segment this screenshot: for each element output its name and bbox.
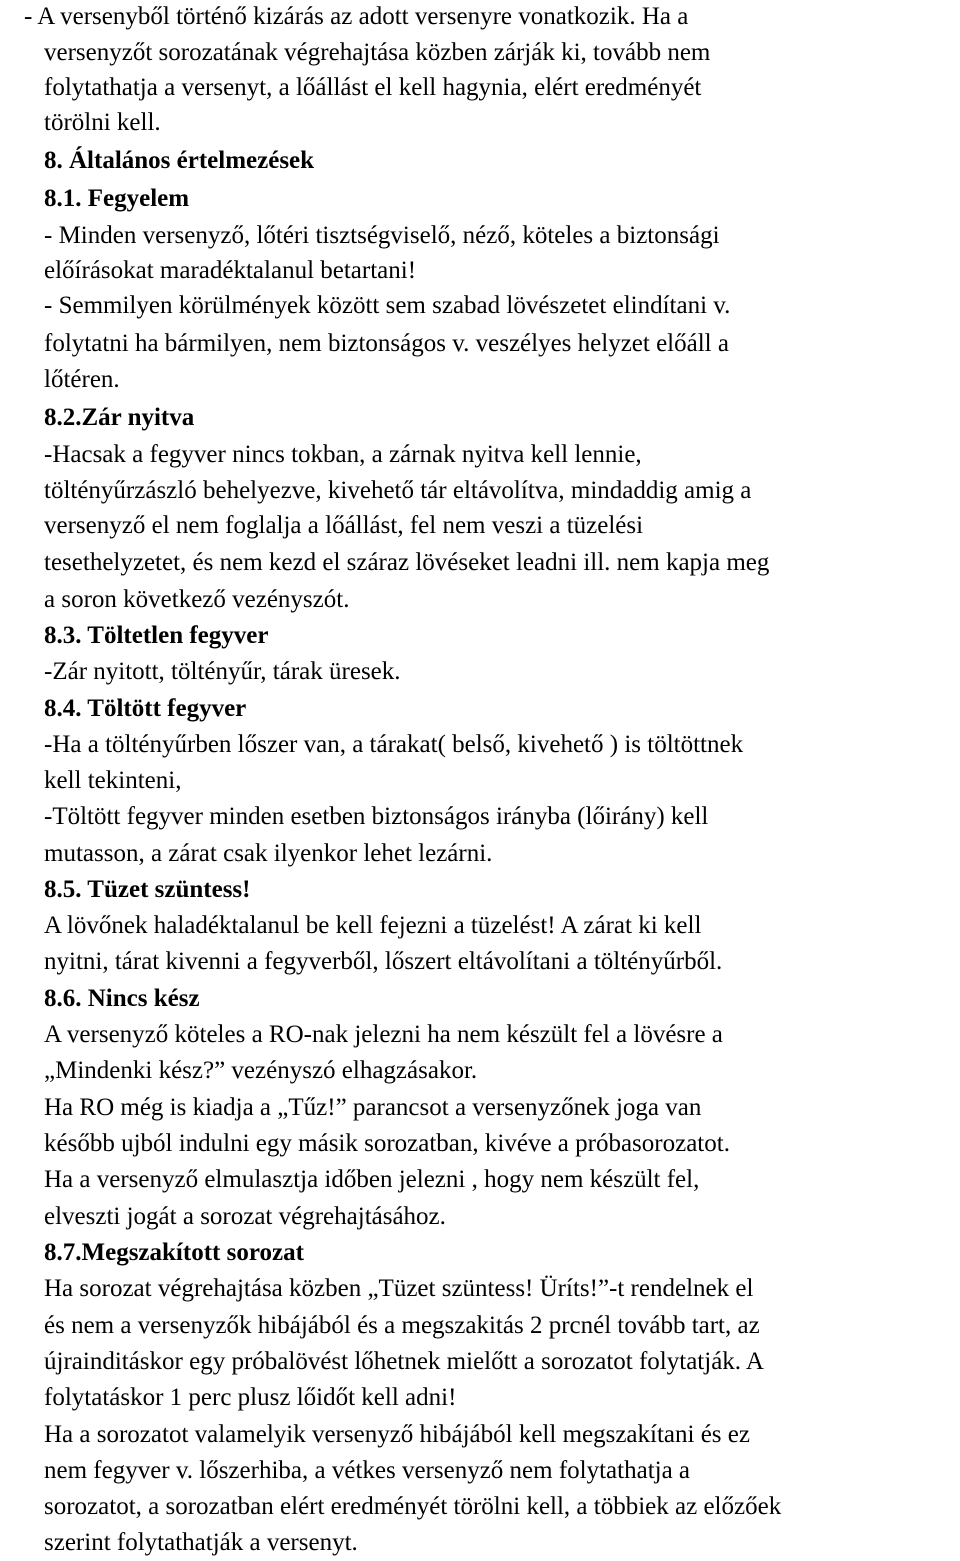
body-line: Ha a versenyző elmulasztja időben jelezni , hogy nem készült fel, [44,1166,700,1193]
body-line: versenyző el nem foglalja a lőállást, fel nem veszi a tüzelési [44,512,644,539]
body-line: „Mindenki kész?” vezényszó elhagzásakor. [44,1057,478,1084]
body-line: Ha sorozat végrehajtása közben „Tüzet szüntess! Üríts!”-t rendelnek el [44,1275,754,1302]
body-line: Ha a sorozatot valamelyik versenyző hibájából kell megszakítani és ez [44,1421,750,1448]
body-line: újrainditáskor egy próbalövést lőhetnek mielőtt a sorozatot folytatják. A [44,1348,764,1375]
intro-line: törölni kell. [44,109,161,136]
body-line: -Zár nyitott, töltényűr, tárak üresek. [44,658,401,685]
body-line: A versenyző köteles a RO-nak jelezni ha nem készült fel a lövésre a [44,1021,723,1048]
body-line: - Minden versenyző, lőtéri tisztségviselő, néző, köteles a biztonsági [44,222,720,249]
body-line: elveszti jogát a sorozat végrehajtásához. [44,1203,446,1230]
body-line: nyitni, tárat kivenni a fegyverből, lőszert eltávolítani a töltényűrből. [44,948,723,975]
body-line: és nem a versenyzők hibájából és a megszakitás 2 prcnél tovább tart, az [44,1312,760,1339]
section-heading-8-1: 8.1. Fegyelem [44,185,190,212]
body-line: folytatáskor 1 perc plusz lőidőt kell adni! [44,1384,457,1411]
section-heading-8-2: 8.2.Zár nyitva [44,404,195,431]
body-line: Ha RO még is kiadja a „Tűz!” parancsot a versenyzőnek joga van [44,1094,702,1121]
section-heading-8-5: 8.5. Tüzet szüntess! [44,876,251,903]
body-line: tesethelyzetet, és nem kezd el száraz lövéseket leadni ill. nem kapja meg [44,549,770,576]
intro-line: versenyzőt sorozatának végrehajtása közben zárják ki, tovább nem [44,39,711,66]
intro-line: folytathatja a versenyt, a lőállást el kell hagynia, elért eredményét [44,74,702,101]
body-line: kell tekinteni, [44,767,182,794]
body-line: töltényűrzászló behelyezve, kivehető tár eltávolítva, mindaddig amig a [44,477,752,504]
body-line: szerint folytathatják a versenyt. [44,1529,358,1556]
section-heading-8-4: 8.4. Töltött fegyver [44,695,247,722]
section-heading-8: 8. Általános értelmezések [44,147,315,174]
body-line: a soron következő vezényszót. [44,586,350,613]
body-line: folytatni ha bármilyen, nem biztonságos v. veszélyes helyzet előáll a [44,330,729,357]
body-line: -Ha a töltényűrben lőszer van, a tárakat( belső, kivehető ) is töltöttnek [44,731,744,758]
body-line: A lövőnek haladéktalanul be kell fejezni a tüzelést! A zárat ki kell [44,912,702,939]
section-heading-8-6: 8.6. Nincs kész [44,985,200,1012]
body-line: sorozatot, a sorozatban elért eredményét törölni kell, a többiek az előzőek [44,1493,782,1520]
body-line: mutasson, a zárat csak ilyenkor lehet lezárni. [44,840,493,867]
body-line: nem fegyver v. lőszerhiba, a vétkes versenyző nem folytathatja a [44,1457,691,1484]
section-heading-8-3: 8.3. Töltetlen fegyver [44,622,269,649]
body-line: -Hacsak a fegyver nincs tokban, a zárnak nyitva kell lennie, [44,441,642,468]
intro-line: - A versenyből történő kizárás az adott versenyre vonatkozik. Ha a [24,3,689,30]
body-line: lőtéren. [44,366,120,393]
body-line: később ujból indulni egy másik sorozatban, kivéve a próbasorozatot. [44,1130,730,1157]
body-line: előírásokat maradéktalanul betartani! [44,257,417,284]
body-line: - Semmilyen körülmények között sem szabad lövészetet elindítani v. [44,292,731,319]
body-line: -Töltött fegyver minden esetben biztonságos irányba (lőirány) kell [44,803,709,830]
section-heading-8-7: 8.7.Megszakított sorozat [44,1239,304,1266]
